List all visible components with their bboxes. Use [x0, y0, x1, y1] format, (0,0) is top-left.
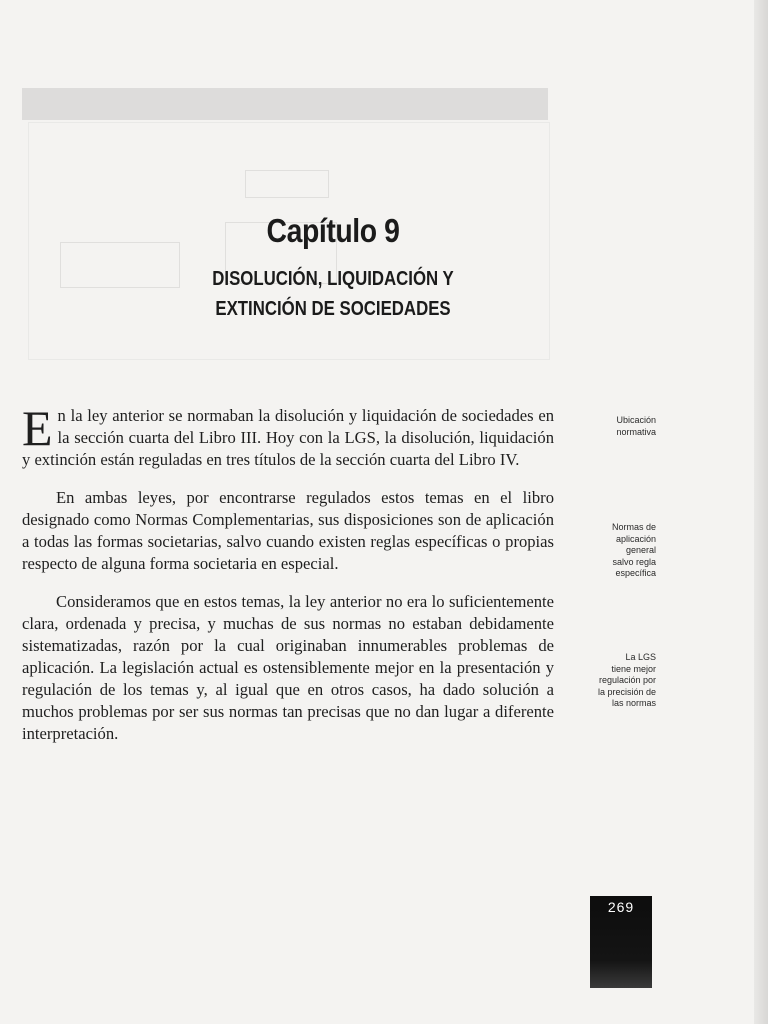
page-edge: [754, 0, 768, 1024]
chapter-subtitle-line-2: EXTINCIÓN DE SOCIEDADES: [215, 298, 451, 320]
body-text: [22, 400, 554, 761]
page-number-tab: [590, 896, 652, 988]
margin-note-line: específica: [615, 568, 656, 578]
page-number: 269: [607, 899, 635, 915]
margin-note-line: aplicación: [615, 533, 656, 544]
margin-note-line: la precisión de: [597, 686, 656, 697]
paragraph: En ambas leyes, por encontrarse regulados estos temas en el libro designado como Normas Complementarias, sus disposiciones son de aplicación a todas las formas societarias, salvo cuando existen reglas específicas o propias respecto de alguna forma societaria en especial.: [22, 488, 554, 573]
paragraph-text: n la ley anterior se normaban la disolución y liquidación de sociedades en la sección cuarta del Libro III. Hoy con la LGS, la disolución, liquidación y extinción están reguladas en tres títulos de la sección cuarta del Libro IV.: [22, 406, 554, 469]
margin-note-line: normativa: [616, 426, 656, 437]
margin-note-line: regulación por: [598, 675, 656, 685]
margin-note-line: Normas de: [611, 522, 656, 532]
margin-note-line: Ubicación: [616, 415, 656, 425]
margin-note: [568, 652, 656, 710]
margin-note-line: La LGS: [625, 652, 656, 662]
margin-note-line: general: [625, 545, 656, 555]
bleed-through-band: [22, 88, 548, 120]
margin-note-line: salvo regla: [612, 556, 656, 567]
chapter-title: Capítulo 9: [266, 212, 400, 249]
paragraph: [22, 400, 554, 471]
bleed-through-header: [40, 34, 640, 48]
paragraph: Consideramos que en estos temas, la ley anterior no era lo suficientemente clara, ordenada y precisa, y muchas de sus normas no estaban debidamente sistematizadas, razón por la cual originaban innumerables problemas de aplicación. La legislación actual es ostensiblemente mejor en la presentación y regulación de los temas y, al igual que en otros casos, ha dado solución a muchos problemas por ser sus normas tan precisas que no dan lugar a diferente interpretación.: [22, 592, 554, 743]
chapter-heading: [140, 212, 526, 324]
margin-note-line: las normas: [611, 698, 656, 708]
margin-note: [568, 415, 656, 438]
bleed-through-box: [245, 170, 329, 198]
margin-note-line: tiene mejor: [611, 663, 656, 674]
drop-cap: E: [22, 400, 53, 456]
chapter-subtitle: [171, 264, 495, 324]
chapter-subtitle-line-1: DISOLUCIÓN, LIQUIDACIÓN Y: [212, 268, 454, 290]
margin-note: [568, 522, 656, 580]
